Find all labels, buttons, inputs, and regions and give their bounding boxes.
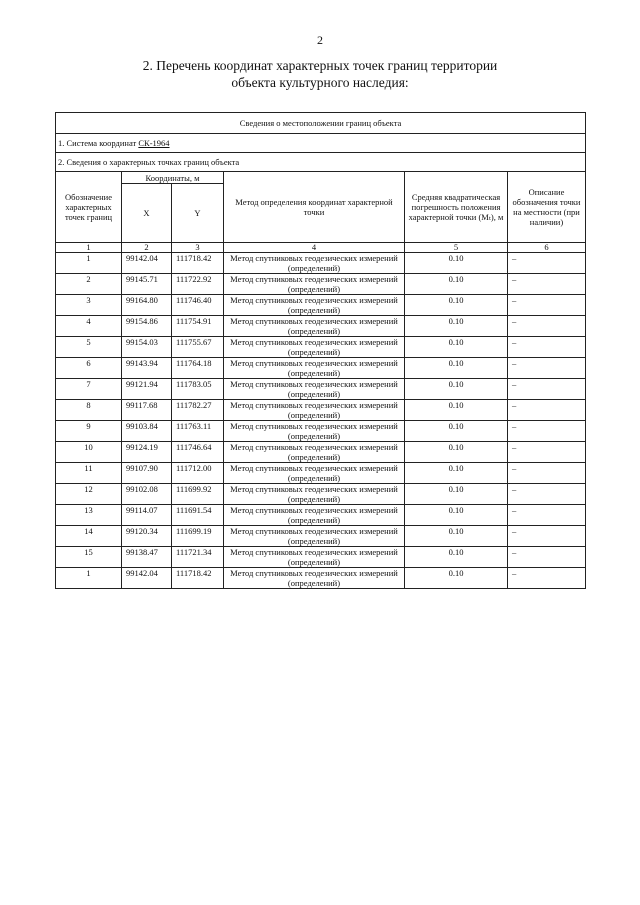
y-cell: 111718.42 [172, 253, 224, 274]
table-row [56, 568, 586, 589]
point-cell: 9 [56, 421, 122, 442]
error-cell: 0.10 [405, 505, 508, 526]
method-cell: Метод спутниковых геодезических измерений (определений) [224, 421, 405, 442]
x-cell: 99121.94 [122, 379, 172, 400]
method-cell: Метод спутниковых геодезических измерений (определений) [224, 568, 405, 589]
x-cell: 99145.71 [122, 274, 172, 295]
y-cell: 111699.19 [172, 526, 224, 547]
description-cell: – [508, 484, 586, 505]
column-number: 3 [172, 243, 224, 253]
error-cell: 0.10 [405, 253, 508, 274]
table-row [56, 400, 586, 421]
error-cell: 0.10 [405, 379, 508, 400]
error-cell: 0.10 [405, 547, 508, 568]
point-cell: 8 [56, 400, 122, 421]
description-cell: – [508, 358, 586, 379]
table-row [56, 379, 586, 400]
coordinate-system-name: СК-1964 [138, 138, 170, 148]
point-cell: 1 [56, 253, 122, 274]
description-cell: – [508, 274, 586, 295]
x-cell: 99103.84 [122, 421, 172, 442]
point-cell: 6 [56, 358, 122, 379]
x-cell: 99107.90 [122, 463, 172, 484]
y-cell: 111718.42 [172, 568, 224, 589]
table-row [56, 421, 586, 442]
header-x: X [122, 184, 172, 243]
x-cell: 99124.19 [122, 442, 172, 463]
description-cell: – [508, 337, 586, 358]
table-row [56, 253, 586, 274]
header-coordinates: Координаты, м [122, 172, 224, 184]
point-cell: 4 [56, 316, 122, 337]
table-row [56, 484, 586, 505]
x-cell: 99154.03 [122, 337, 172, 358]
y-cell: 111783.05 [172, 379, 224, 400]
x-cell: 99164.80 [122, 295, 172, 316]
method-cell: Метод спутниковых геодезических измерений (определений) [224, 505, 405, 526]
description-cell: – [508, 421, 586, 442]
error-cell: 0.10 [405, 526, 508, 547]
error-cell: 0.10 [405, 568, 508, 589]
header-error: Средняя квадратическая погрешность положения характерной точки (Mₜ), м [405, 172, 508, 243]
point-cell: 1 [56, 568, 122, 589]
error-cell: 0.10 [405, 295, 508, 316]
error-cell: 0.10 [405, 463, 508, 484]
method-cell: Метод спутниковых геодезических измерений (определений) [224, 358, 405, 379]
description-cell: – [508, 295, 586, 316]
method-cell: Метод спутниковых геодезических измерений (определений) [224, 484, 405, 505]
method-cell: Метод спутниковых геодезических измерений (определений) [224, 253, 405, 274]
table-row [56, 337, 586, 358]
description-cell: – [508, 316, 586, 337]
method-cell: Метод спутниковых геодезических измерений (определений) [224, 274, 405, 295]
point-cell: 3 [56, 295, 122, 316]
table-row [56, 442, 586, 463]
x-cell: 99120.34 [122, 526, 172, 547]
x-cell: 99154.86 [122, 316, 172, 337]
y-cell: 111712.00 [172, 463, 224, 484]
point-cell: 11 [56, 463, 122, 484]
document-title [90, 57, 550, 91]
y-cell: 111763.11 [172, 421, 224, 442]
x-cell: 99117.68 [122, 400, 172, 421]
description-cell: – [508, 547, 586, 568]
column-number: 1 [56, 243, 122, 253]
header-point-designation: Обозначение характерных точек границ [56, 172, 122, 243]
column-numbers-row [56, 243, 586, 253]
error-cell: 0.10 [405, 442, 508, 463]
method-cell: Метод спутниковых геодезических измерений (определений) [224, 547, 405, 568]
table-row [56, 358, 586, 379]
x-cell: 99142.04 [122, 253, 172, 274]
y-cell: 111746.40 [172, 295, 224, 316]
x-cell: 99114.07 [122, 505, 172, 526]
error-cell: 0.10 [405, 358, 508, 379]
column-number: 5 [405, 243, 508, 253]
point-cell: 10 [56, 442, 122, 463]
page-number: 2 [317, 33, 323, 47]
table-row [56, 274, 586, 295]
description-cell: – [508, 253, 586, 274]
y-cell: 111721.34 [172, 547, 224, 568]
method-cell: Метод спутниковых геодезических измерений (определений) [224, 400, 405, 421]
header-method: Метод определения координат характерной точки [224, 172, 405, 243]
point-cell: 13 [56, 505, 122, 526]
table-row [56, 295, 586, 316]
table-caption: Сведения о местоположении границ объекта [56, 113, 586, 134]
method-cell: Метод спутниковых геодезических измерений (определений) [224, 337, 405, 358]
y-cell: 111691.54 [172, 505, 224, 526]
y-cell: 111746.64 [172, 442, 224, 463]
point-cell: 2 [56, 274, 122, 295]
error-cell: 0.10 [405, 421, 508, 442]
method-cell: Метод спутниковых геодезических измерений (определений) [224, 442, 405, 463]
header-description: Описание обозначения точки на местности (при наличии) [508, 172, 586, 243]
column-number: 2 [122, 243, 172, 253]
x-cell: 99142.04 [122, 568, 172, 589]
x-cell: 99138.47 [122, 547, 172, 568]
y-cell: 111782.27 [172, 400, 224, 421]
point-cell: 14 [56, 526, 122, 547]
coordinate-system-row [56, 134, 586, 153]
point-cell: 15 [56, 547, 122, 568]
description-cell: – [508, 442, 586, 463]
error-cell: 0.10 [405, 337, 508, 358]
y-cell: 111764.18 [172, 358, 224, 379]
characteristic-points-row: 2. Сведения о характерных точках границ объекта [56, 153, 586, 172]
point-cell: 7 [56, 379, 122, 400]
x-cell: 99143.94 [122, 358, 172, 379]
method-cell: Метод спутниковых геодезических измерений (определений) [224, 379, 405, 400]
x-cell: 99102.08 [122, 484, 172, 505]
y-cell: 111722.92 [172, 274, 224, 295]
error-cell: 0.10 [405, 274, 508, 295]
description-cell: – [508, 526, 586, 547]
column-number: 4 [224, 243, 405, 253]
column-number: 6 [508, 243, 586, 253]
title-line-1: 2. Перечень координат характерных точек границ территории [142, 58, 498, 73]
table-row [56, 505, 586, 526]
description-cell: – [508, 568, 586, 589]
error-cell: 0.10 [405, 400, 508, 421]
table-row [56, 526, 586, 547]
table-row [56, 316, 586, 337]
error-cell: 0.10 [405, 316, 508, 337]
y-cell: 111755.67 [172, 337, 224, 358]
description-cell: – [508, 505, 586, 526]
title-line-2: объекта культурного наследия: [231, 75, 409, 90]
method-cell: Метод спутниковых геодезических измерений (определений) [224, 295, 405, 316]
description-cell: – [508, 400, 586, 421]
table-row [56, 547, 586, 568]
header-y: Y [172, 184, 224, 243]
coordinates-table [55, 112, 586, 589]
description-cell: – [508, 379, 586, 400]
method-cell: Метод спутниковых геодезических измерений (определений) [224, 463, 405, 484]
method-cell: Метод спутниковых геодезических измерений (определений) [224, 316, 405, 337]
y-cell: 111699.92 [172, 484, 224, 505]
point-cell: 12 [56, 484, 122, 505]
coordinate-system-prefix: 1. Система координат [58, 138, 139, 148]
table-row [56, 463, 586, 484]
method-cell: Метод спутниковых геодезических измерений (определений) [224, 526, 405, 547]
description-cell: – [508, 463, 586, 484]
point-cell: 5 [56, 337, 122, 358]
y-cell: 111754.91 [172, 316, 224, 337]
error-cell: 0.10 [405, 484, 508, 505]
